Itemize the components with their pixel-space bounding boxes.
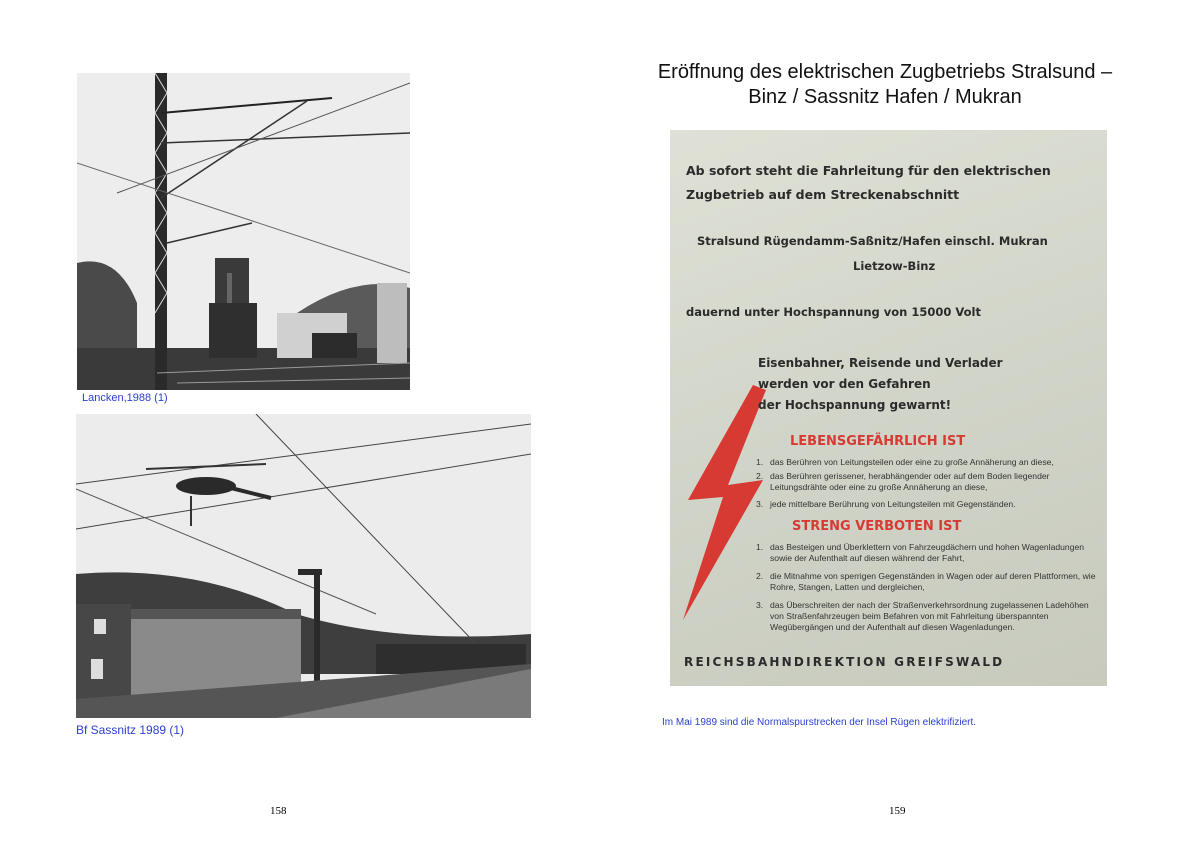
photo-sassnitz: [76, 414, 531, 718]
list2-num-3: 3.: [756, 600, 764, 610]
photo-lancken: [77, 73, 410, 390]
poster-heading-1: LEBENSGEFÄHRLICH IST: [790, 434, 966, 449]
list1-num-1: 1.: [756, 457, 764, 467]
poster-line-1: Ab sofort steht die Fahrleitung für den elektrischen: [686, 163, 1051, 178]
poster-heading-2: STRENG VERBOTEN IST: [792, 519, 962, 534]
list2-num-2: 2.: [756, 571, 764, 581]
list1-item-3: jede mittelbare Berührung von Leitungsteilen mit Gegenständen.: [770, 499, 1016, 509]
poster-line-6: Eisenbahner, Reisende und Verlader: [758, 356, 1003, 370]
poster-caption: Im Mai 1989 sind die Normalspurstrecken der Insel Rügen elektrifiziert.: [662, 717, 977, 728]
poster-footer: REICHSBAHNDIREKTION GREIFSWALD: [684, 655, 1005, 669]
warning-poster: [670, 130, 1107, 686]
list1-item-1: das Berühren von Leitungsteilen oder eine zu große Annäherung an diese,: [770, 457, 1054, 467]
poster-line-8: der Hochspannung gewarnt!: [758, 398, 952, 412]
list2-item-3: das Überschreiten der nach der Straßenverkehrsordnung zugelassenen Ladehöhen von Straßenfahrzeugen beim Befahren von mit Fahrleitung überspannten Wegübergängen und der Aufenthalt auf diesen Wagenladungen.: [770, 600, 1089, 632]
list2-item-2: die Mitnahme von sperrigen Gegenständen in Wagen oder auf deren Plattformen, wie Rohre, Stangen, Latten und dergleichen,: [770, 571, 1096, 592]
poster-line-4: Lietzow-Binz: [853, 259, 936, 273]
list2-num-1: 1.: [756, 542, 764, 552]
poster-line-3: Stralsund Rügendamm-Saßnitz/Hafen einschl. Mukran: [697, 234, 1048, 248]
poster-line-7: werden vor den Gefahren: [758, 377, 931, 391]
list1-num-3: 3.: [756, 499, 764, 509]
photo-lancken-caption: Lancken,1988 (1): [82, 392, 168, 404]
title-line-2: Binz / Sassnitz Hafen / Mukran: [748, 86, 1022, 108]
page-number-left: 158: [270, 805, 287, 817]
list1-item-2: das Berühren gerissener, herabhängender oder auf dem Boden liegender Leitungsdrähte oder eine zu große Annäherung an diese,: [770, 471, 1050, 492]
page-title: [600, 60, 1170, 110]
list2-item-1: das Besteigen und Überklettern von Fahrzeugdächern und hohen Wagenladungen sowie der Aufenthalt auf diesen während der Fahrt,: [770, 542, 1085, 563]
poster-line-2: Zugbetrieb auf dem Streckenabschnitt: [686, 187, 960, 202]
list1-num-2: 2.: [756, 471, 764, 481]
photo-sassnitz-caption: Bf Sassnitz 1989 (1): [76, 723, 185, 737]
page-number-right: 159: [889, 805, 906, 817]
title-line-1: Eröffnung des elektrischen Zugbetriebs Stralsund –: [657, 61, 1113, 83]
poster-line-5: dauernd unter Hochspannung von 15000 Volt: [686, 305, 981, 319]
